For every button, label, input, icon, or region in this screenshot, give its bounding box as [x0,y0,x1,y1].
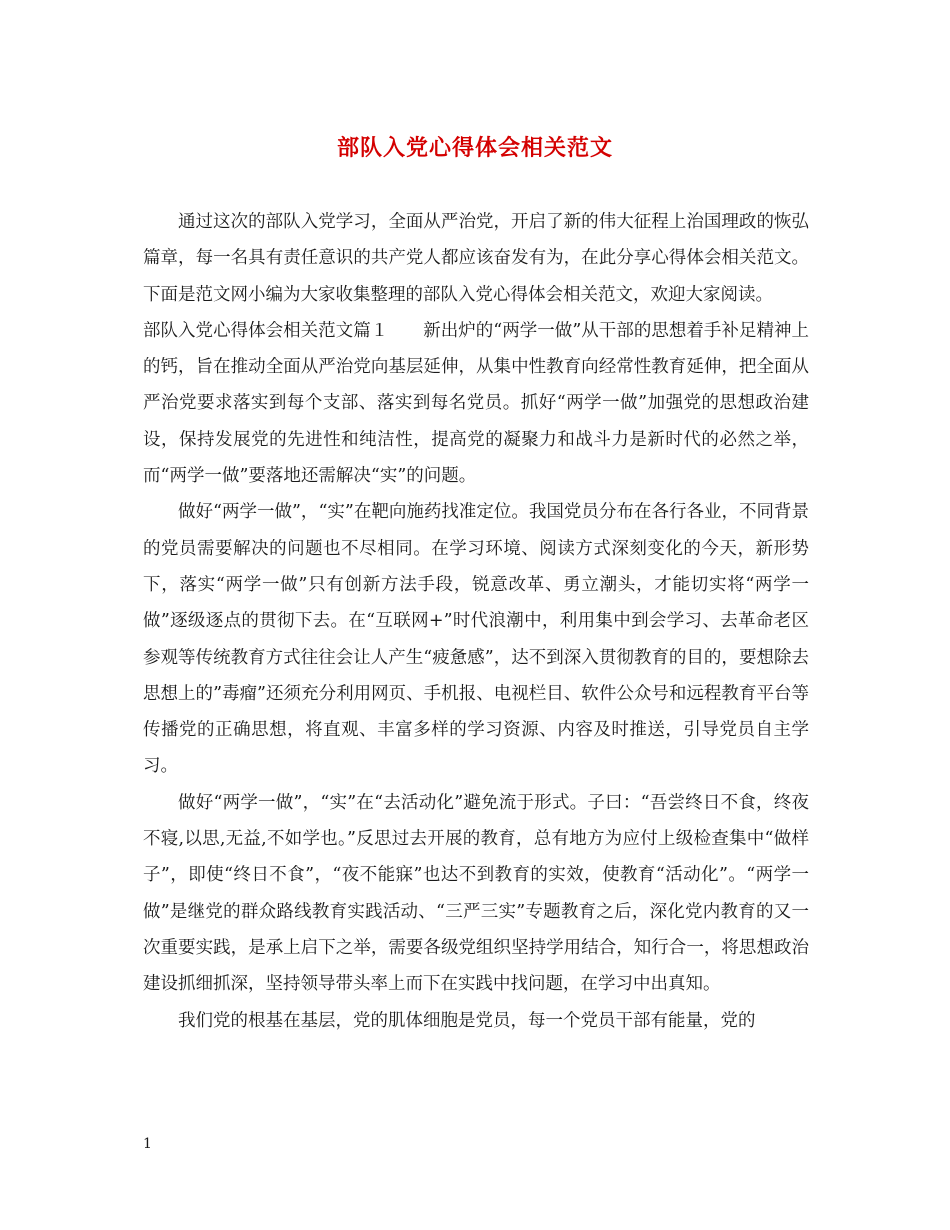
page-number: 1 [143,1136,152,1152]
paragraph-3: 做好“两学一做”，“实”在“去活动化”避免流于形式。子曰：“吾尝终日不食，终夜不寝,以思,无益,不如学也。”反思过去开展的教育，总有地方为应付上级检查集中“做样子”，即使“终日不食”，“夜不能寐”也达不到教育的实效，使教育“活动化”。“两学一做”是继党的群众路线教育实践活动、“三严三实”专题教育之后，深化党内教育的又一次重要实践，是承上启下之举，需要各级党组织坚持学用结合，知行合一，将思想政治建设抓细抓深，坚持领导带头率上而下在实践中找问题，在学习中出真知。 [143,792,809,995]
document-title: 部队入党心得体会相关范文 [336,135,613,161]
paragraph-4: 我们党的根基在基层，党的肌体细胞是党员，每一个党员干部有能量，党的 [178,1010,756,1031]
section-paragraph [143,313,809,494]
section-first-paragraph: 新出炉的“两学一做”从干部的思想着手补足精神上的钙，旨在推动全面从严治党向基层延伸，从集中性教育向经常性教育延伸，把全面从严治党要求落实到每个支部、落实到每名党员。抓好“两学一做”加强党的思想政治建设，保持发展党的先进性和纯洁性，提高党的凝聚力和战斗力是新时代的必然之举，而“两学一做”要落地还需解决“实”的问题。 [143,320,809,487]
paragraph-2: 做好“两学一做”，“实”在靶向施药找准定位。我国党员分布在各行各业，不同背景的党员需要解决的问题也不尽相同。在学习环境、阅读方式深刻变化的今天，新形势下，落实“两学一做”只有创新方法手段，锐意改革、勇立潮头，才能切实将“两学一做”逐级逐点的贯彻下去。在“互联网+”时代浪潮中，利用集中到会学习、去革命老区参观等传统教育方式往往会让人产生“疲惫感”，达不到深入贯彻教育的目的，要想除去思想上的”毒瘤”还须充分利用网页、手机报、电视栏目、软件公众号和远程教育平台等传播党的正确思想，将直观、丰富多样的学习资源、内容及时推送，引导党员自主学习。 [143,502,809,777]
section-heading: 部队入党心得体会相关范文篇１ [143,320,389,341]
document-body [143,204,809,1039]
intro-paragraph: 通过这次的部队入党学习，全面从严治党，开启了新的伟大征程上治国理政的恢弘篇章，每一名具有责任意识的共产党人都应该奋发有为，在此分享心得体会相关范文。下面是范文网小编为大家收集整理的部队入党心得体会相关范文，欢迎大家阅读。 [143,212,809,305]
